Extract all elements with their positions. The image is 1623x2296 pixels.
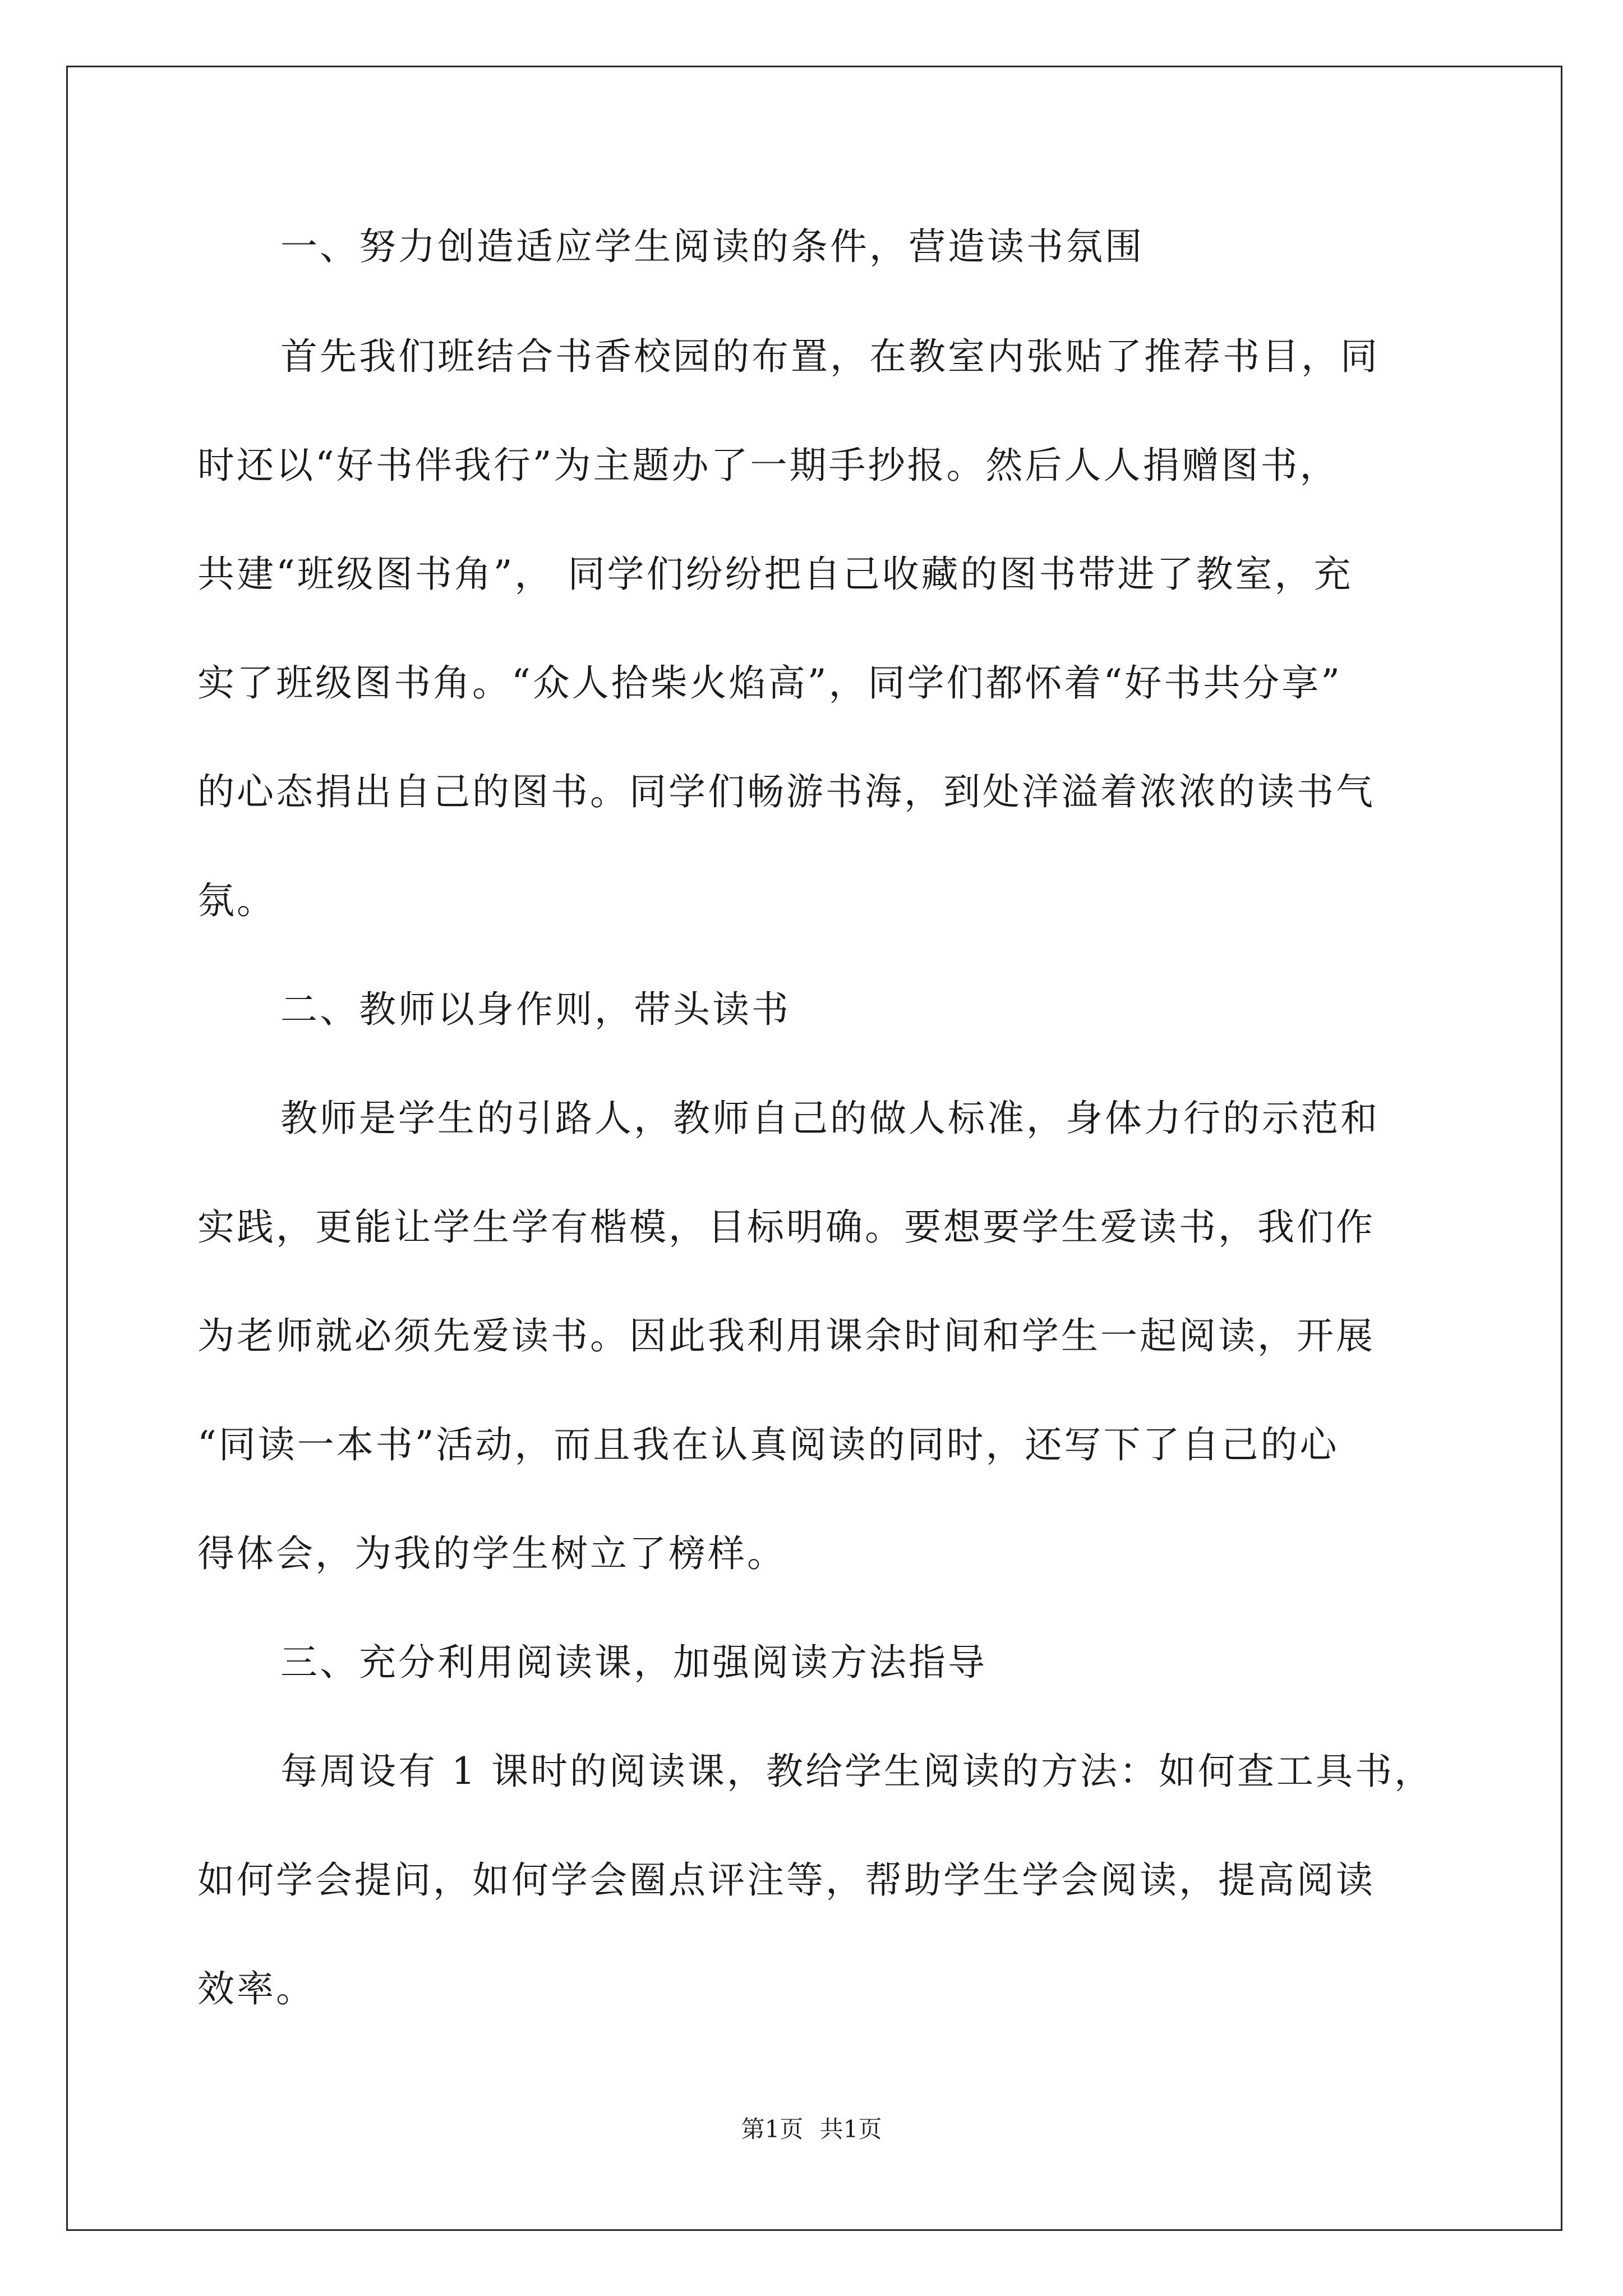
paragraph-line: 教师是学生的引路人，教师自己的做人标准，身体力行的示范和: [280, 1097, 1380, 1140]
heading-section-3: 三、充分利用阅读课，加强阅读方法指导: [280, 1641, 987, 1684]
page-total: 共1页: [819, 2115, 882, 2143]
paragraph-line: 实了班级图书角。“众人拾柴火焰高”，同学们都怀着“好书共分享”: [197, 661, 1342, 705]
paragraph-line: 首先我们班结合书香校园的布置，在教室内张贴了推荐书目，同: [280, 335, 1380, 378]
paragraph-line: 共建“班级图书角”， 同学们纷纷把自己收藏的图书带进了教室，充: [197, 553, 1353, 596]
paragraph-line: 每周设有 1 课时的阅读课，教给学生阅读的方法：如何查工具书，: [280, 1750, 1433, 1793]
page-number: 第1页: [741, 2115, 804, 2143]
paragraph-line: 的心态捐出自己的图书。同学们畅游书海，到处洋溢着浓浓的读书气: [197, 770, 1375, 813]
paragraph-line: 为老师就必须先爱读书。因此我利用课余时间和学生一起阅读，开展: [197, 1314, 1375, 1358]
heading-section-2: 二、教师以身作则，带头读书: [280, 988, 791, 1031]
paragraph-line: 氛。: [197, 879, 276, 922]
paragraph-line: 如何学会提问，如何学会圈点评注等，帮助学生学会阅读，提高阅读: [197, 1858, 1375, 1902]
paragraph-line: “同读一本书”活动，而且我在认真阅读的同时，还写下了自己的心: [197, 1423, 1339, 1466]
page-footer: [0, 2115, 1623, 2143]
page-frame: [66, 66, 1562, 2231]
paragraph-line: 实践，更能让学生学有楷模，目标明确。要想要学生爱读书，我们作: [197, 1205, 1375, 1249]
paragraph-line: 得体会，为我的学生树立了榜样。: [197, 1532, 786, 1575]
paragraph-line: 时还以“好书伴我行”为主题办了一期手抄报。然后人人捐赠图书，: [197, 444, 1339, 487]
heading-section-1: 一、努力创造适应学生阅读的条件，营造读书氛围: [280, 225, 1144, 268]
paragraph-line: 效率。: [197, 1967, 315, 2010]
